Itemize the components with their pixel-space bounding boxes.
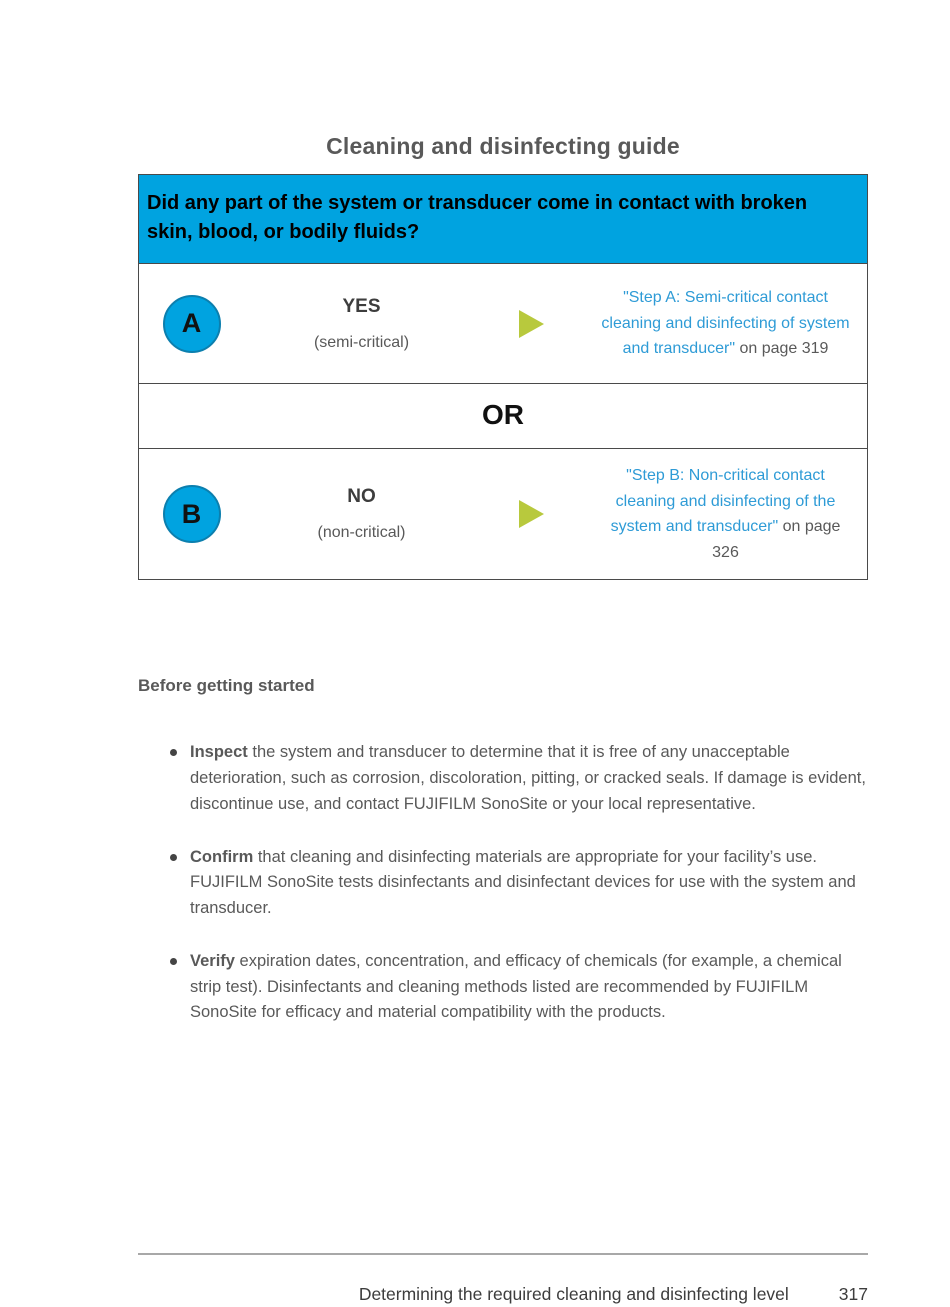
right-arrow-icon xyxy=(519,310,544,338)
document-page xyxy=(0,133,950,1026)
step-a-link[interactable]: "Step A: Semi-critical contact cleaning and disinfecting of system and transducer" xyxy=(601,289,850,358)
criticality-non: (non-critical) xyxy=(317,524,406,542)
footer-divider xyxy=(138,1253,868,1255)
bullet-icon xyxy=(170,749,177,756)
step-b-link[interactable]: "Step B: Non-critical contact cleaning and disinfecting of the system and transducer" xyxy=(610,467,836,536)
section-heading-before-getting-started: Before getting started xyxy=(138,676,315,696)
guide-row-a xyxy=(139,263,867,383)
cleaning-guide-table xyxy=(138,174,868,580)
step-b-page-ref: on page 326 xyxy=(712,518,841,561)
footer-page-number: 317 xyxy=(838,1284,868,1304)
bullet-icon xyxy=(170,854,177,861)
arrow-cell-b xyxy=(479,500,584,528)
page-footer xyxy=(138,1284,868,1305)
answer-cell-b xyxy=(244,486,479,542)
before-getting-started-list xyxy=(138,740,868,1026)
link-cell-a xyxy=(584,279,867,368)
bullet-text: that cleaning and disinfecting materials are appropriate for your facility’s use. FUJIFILM SonoSite tests disinfectants and disinfectant devices for use with the system and transducer. xyxy=(190,847,856,918)
answer-no: NO xyxy=(347,486,376,508)
right-arrow-icon xyxy=(519,500,544,528)
answer-yes: YES xyxy=(342,295,381,317)
page-title: Cleaning and disinfecting guide xyxy=(326,133,680,159)
criticality-semi: (semi-critical) xyxy=(313,333,410,351)
step-a-page-ref: on page 319 xyxy=(735,340,829,358)
list-item-confirm xyxy=(138,845,868,922)
badge-cell-b xyxy=(139,485,244,543)
arrow-cell-a xyxy=(479,310,584,338)
guide-row-b xyxy=(139,448,867,579)
bullet-text: expiration dates, concentration, and efficacy of chemicals (for example, a chemical strip test). Disinfectants and cleaning methods listed are recommended by FUJIFILM SonoSite for efficacy and material compatibility with the products. xyxy=(190,951,842,1022)
badge-a: A xyxy=(163,295,221,353)
guide-question: Did any part of the system or transducer come in contact with broken skin, blood, or bodily fluids? xyxy=(139,175,867,263)
footer-label: Determining the required cleaning and disinfecting level xyxy=(358,1284,789,1304)
bullet-lead: Inspect xyxy=(190,743,248,762)
badge-cell-a xyxy=(139,295,244,353)
answer-cell-a xyxy=(244,296,479,352)
bullet-text: the system and transducer to determine that it is free of any unacceptable deterioration, such as corrosion, discoloration, pitting, or cracked seals. If damage is evident, discontinue use, and contact FUJIFILM SonoSite or your local representative. xyxy=(190,743,866,813)
list-item-inspect xyxy=(138,740,868,817)
badge-b: B xyxy=(163,485,221,543)
link-cell-b xyxy=(584,457,867,571)
bullet-lead: Verify xyxy=(190,951,235,970)
list-item-verify xyxy=(138,949,868,1026)
bullet-icon xyxy=(170,958,177,965)
bullet-lead: Confirm xyxy=(190,847,254,866)
or-label: OR xyxy=(139,383,867,448)
